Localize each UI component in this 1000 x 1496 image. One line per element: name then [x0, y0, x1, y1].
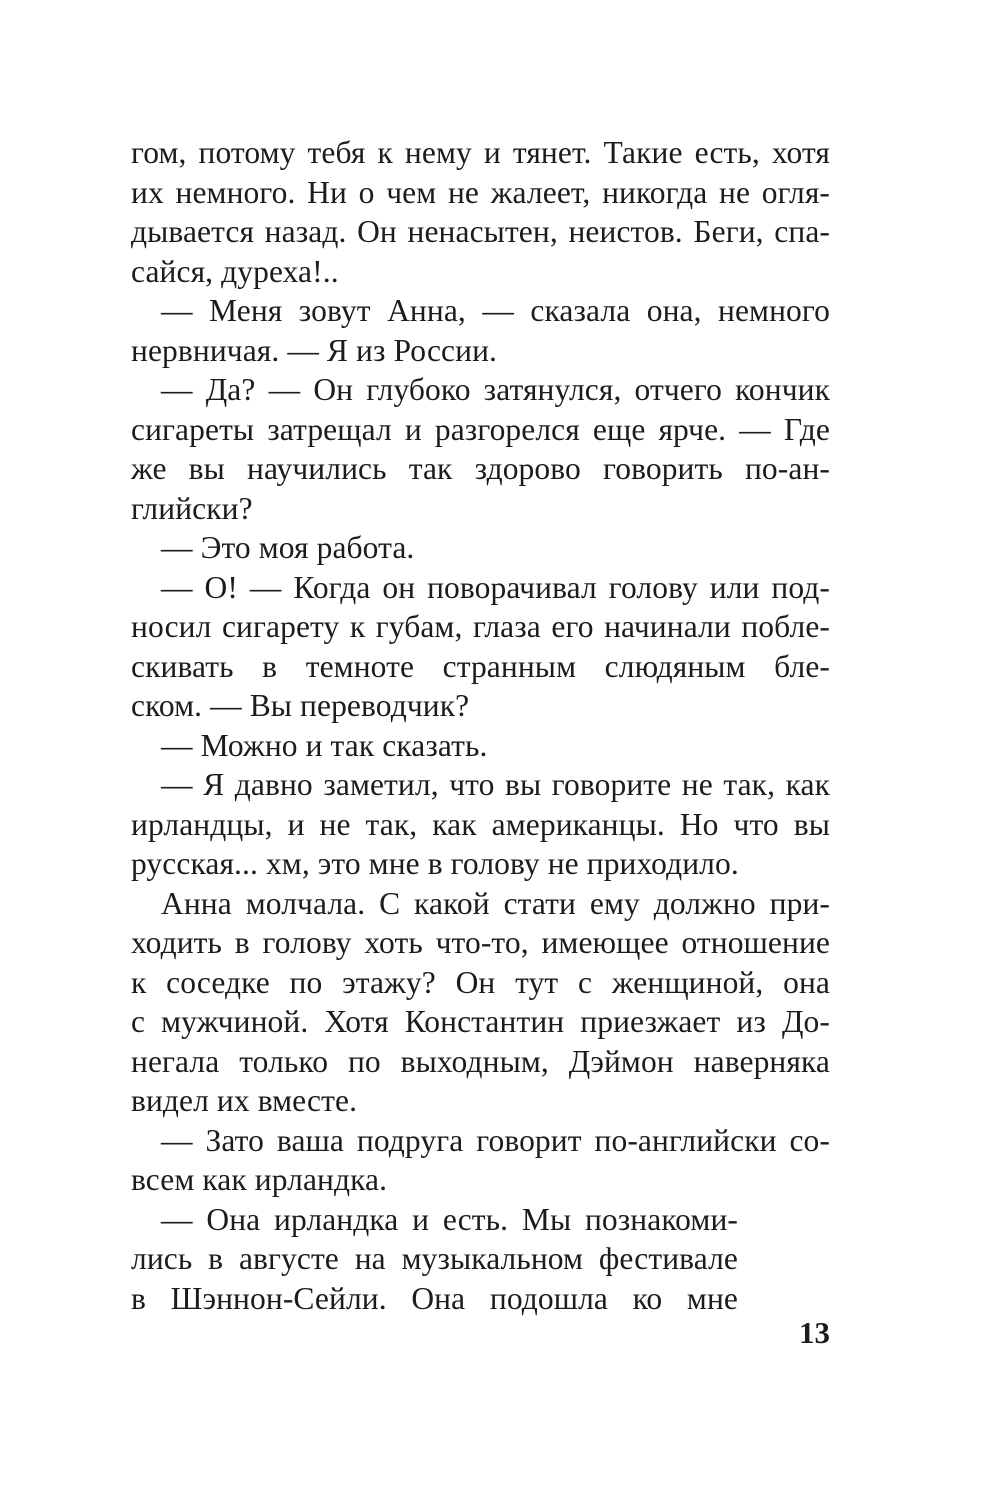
text-line: гом, потому тебя к нему и тянет. Такие есть, хотя	[131, 135, 830, 170]
dialogue-line: — Зато ваша подруга говорит по-английски со-	[161, 1122, 830, 1158]
page-number: 13	[799, 1315, 830, 1350]
text-line: сигареты затрещал и разгорелся еще ярче. — Где	[131, 411, 830, 447]
dialogue-line: — Я давно заметил, что вы говорите не так, как	[161, 767, 830, 802]
text-line: их немного. Ни о чем не жалеет, никогда не огля-	[131, 174, 830, 210]
text-line: лись в августе на музыкальном фестивале	[131, 1241, 738, 1276]
text-line: ходить в голову хоть что-то, имеющее отношение	[131, 925, 830, 960]
text-line: нервничая. — Я из России.	[131, 332, 497, 368]
text-line: ирландцы, и не так, как американцы. Но что вы	[131, 806, 830, 842]
text-line: дывается назад. Он ненасытен, неистов. Беги, спа-	[131, 214, 830, 249]
dialogue-line: — Можно и так сказать.	[161, 727, 488, 763]
text-line: сайся, дуреха!..	[131, 253, 339, 289]
text-line: видел их вместе.	[131, 1083, 358, 1118]
text-line: ском. — Вы переводчик?	[131, 688, 470, 723]
text-line: русская... хм, это мне в голову не приходило.	[131, 846, 739, 881]
text-line: к соседке по этажу? Он тут с женщиной, она	[131, 964, 830, 1000]
text-line: глийски?	[131, 490, 253, 526]
text-line: скивать в темноте странным слюдяным бле-	[131, 648, 830, 684]
text-line: негала только по выходным, Дэймон наверняка	[131, 1043, 830, 1079]
text-line: с мужчиной. Хотя Константин приезжает из До-	[131, 1004, 830, 1039]
dialogue-line: — Это моя работа.	[161, 530, 415, 565]
dialogue-line: — Она ирландка и есть. Мы познакоми-	[161, 1201, 738, 1237]
text-line: носил сигарету к губам, глаза его начинали побле-	[131, 609, 830, 644]
dialogue-line: — Меня зовут Анна, — сказала она, немного	[161, 293, 830, 328]
dialogue-line: — Да? — Он глубоко затянулся, отчего кончик	[161, 372, 830, 407]
dialogue-line: — О! — Когда он поворачивал голову или под-	[161, 569, 830, 605]
text-line: же вы научились так здорово говорить по-ан-	[131, 451, 830, 486]
text-line: в Шэннон-Сейли. Она подошла ко мне	[131, 1280, 738, 1316]
text-line: всем как ирландка.	[131, 1162, 388, 1197]
paragraph-line: Анна молчала. С какой стати ему должно при-	[161, 885, 830, 921]
